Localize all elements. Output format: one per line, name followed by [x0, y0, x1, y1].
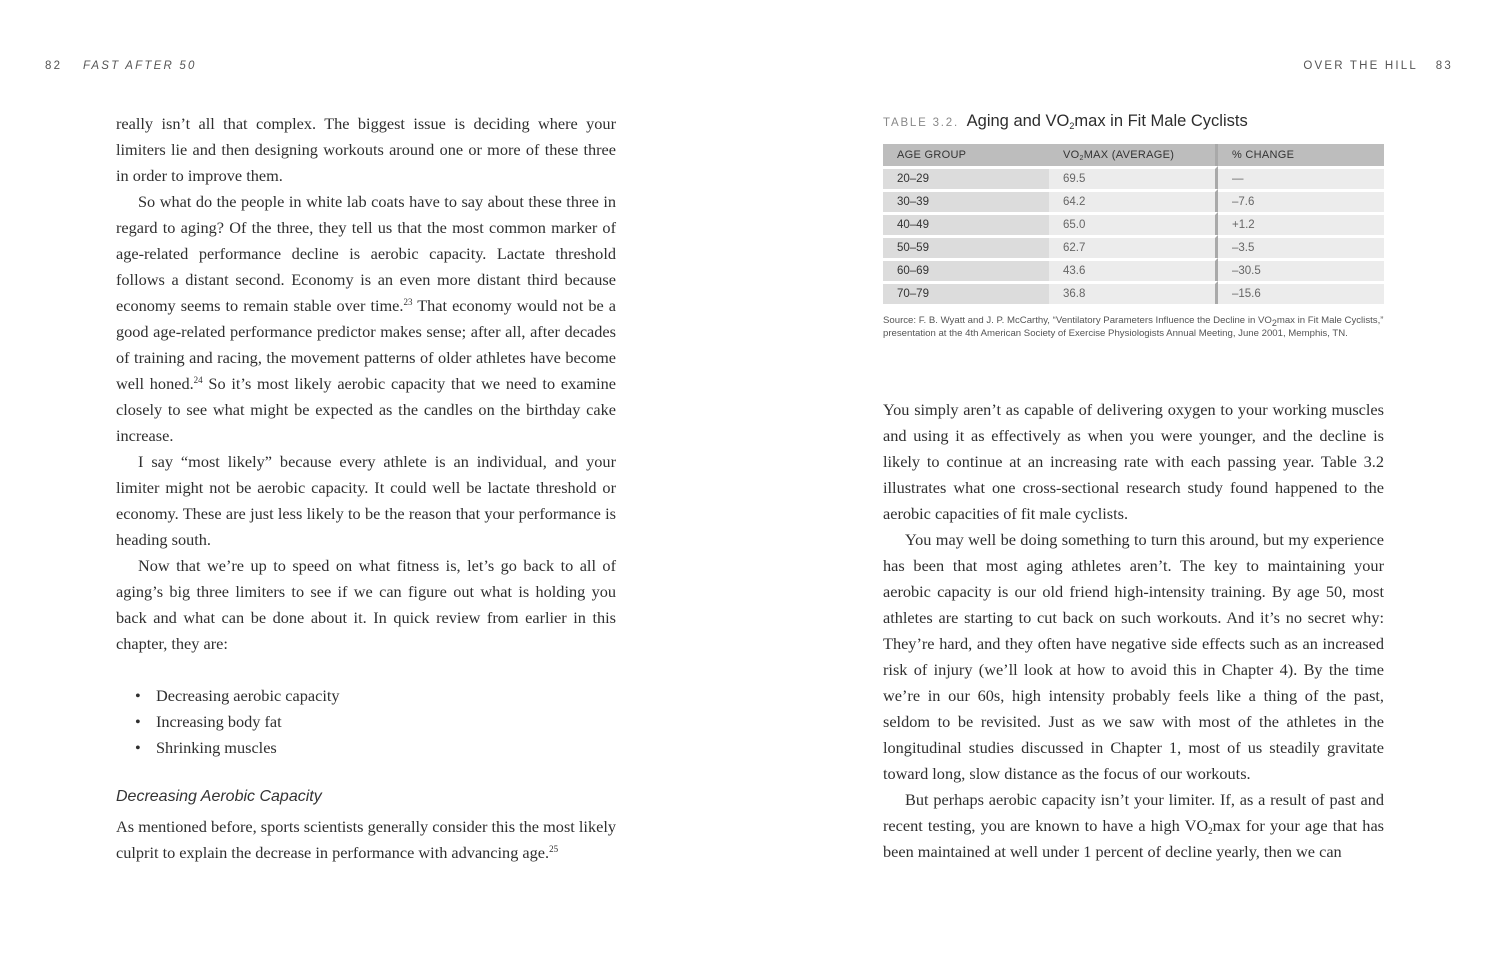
- table-caption: [883, 112, 1384, 131]
- right-page: [750, 0, 1500, 964]
- cell-age: 50–59: [883, 235, 1049, 258]
- paragraph: You simply aren’t as capable of delivering oxygen to your working muscles and using it as effectively as when you were younger, and the decline is likely to continue at an increasing rate with each passing year. Table 3.2 illustrates what one cross-sectional research study found happened to the aerobic capacities of fit male cyclists.: [883, 400, 1384, 523]
- header-percent-change: % CHANGE: [1218, 144, 1384, 166]
- cell-vo2max: 36.8: [1049, 281, 1218, 304]
- cell-vo2max: 43.6: [1049, 258, 1218, 281]
- paragraph: But perhaps aerobic capacity isn’t your limiter. If, as a result of past and recent testing, you are known to have a high $VO_2\max$ for your age that has been maintained at well under 1 percent of decline yearly, then we can: [883, 790, 1385, 861]
- cell-age: 70–79: [883, 281, 1049, 304]
- section-heading: Decreasing Aerobic Capacity: [116, 788, 322, 805]
- cell-age: 40–49: [883, 212, 1049, 235]
- table-row: [883, 189, 1384, 212]
- table-row: [883, 212, 1384, 235]
- footnote-ref: 24: [193, 375, 203, 385]
- table-row: [883, 258, 1384, 281]
- cell-vo2max: 64.2: [1049, 189, 1218, 212]
- cell-age: 30–39: [883, 189, 1049, 212]
- list-item: • Decreasing aerobic capacity: [116, 683, 616, 709]
- bullet-list: [116, 683, 616, 761]
- page-number: 82: [45, 60, 63, 72]
- footnote-ref: 23: [403, 297, 413, 307]
- paragraph: really isn’t all that complex. The biggest issue is deciding where your limiters lie and then designing workouts around one or more of these three in order to improve them.: [116, 114, 616, 185]
- table-figure: [883, 112, 1384, 340]
- paragraph: As mentioned before, sports scientists generally consider this the most likely culprit to explain the decrease in performance with advancing age.$^{25}$: [116, 817, 616, 862]
- cell-change: –15.6: [1218, 281, 1384, 304]
- table-source-note: Source: F. B. Wyatt and J. P. McCarthy, “Ventilatory Parameters Influence the Decline in $VO_2\max$ in Fit Male Cyclists,” presentation at the 4th American Society of Exercise Physiologists Annual Meeting, June 2001, Memphis, TN.: [883, 315, 1384, 339]
- footnote-ref: 25: [549, 844, 559, 854]
- table-row: [883, 281, 1384, 304]
- table-row: [883, 166, 1384, 189]
- header-age-group: AGE GROUP: [883, 144, 1049, 166]
- cell-vo2max: 69.5: [1049, 166, 1218, 189]
- cell-age: 60–69: [883, 258, 1049, 281]
- list-item: • Shrinking muscles: [116, 735, 616, 761]
- cell-change: –3.5: [1218, 235, 1384, 258]
- running-title: OVER THE HILL: [1303, 60, 1418, 72]
- body-text: [883, 397, 1384, 865]
- cell-change: +1.2: [1218, 212, 1384, 235]
- bullet-icon: •: [135, 686, 141, 705]
- paragraph: Now that we’re up to speed on what fitness is, let’s go back to all of aging’s big three limiters to see if we can figure out what is holding you back and what can be done about it. In quick review from earlier in this chapter, they are:: [116, 556, 616, 653]
- cell-change: –7.6: [1218, 189, 1384, 212]
- table-label: TABLE 3.2.: [883, 117, 959, 129]
- vo2max-table: [883, 144, 1384, 304]
- bullet-icon: •: [135, 712, 141, 731]
- header-vo2max: $VO_2MAX$ (AVERAGE): [1049, 144, 1218, 166]
- paragraph: So what do the people in white lab coats have to say about these three in regard to aging? Of the three, they tell us that the most common marker of age-related performance decline is aerobic capacity. Lactate threshold follows a distant second. Economy is an even more distant third because economy seems to remain stable over time.$^{23}$ That economy would not be a good age-related performance predictor makes sense; after all, after decades of training and racing, the movement patterns of older athletes have become well honed.$^{24}$ So it’s most likely aerobic capacity that we need to examine closely to see what might be expected as the candles on the birthday cake increase.: [116, 192, 617, 445]
- table-title: Aging and $VO_2\max$ in Fit Male Cyclists: [966, 112, 1248, 131]
- body-text: [116, 111, 616, 866]
- paragraph: You may well be doing something to turn this around, but my experience has been that most aging athletes aren’t. The key to maintaining your aerobic capacity is our old friend high-intensity training. By age 50, most athletes are starting to cut back on such workouts. And it’s no secret why: They’re hard, and they often have negative side effects such as an increased risk of injury (we’ll look at how to avoid this in Chapter 4). By the time we’re in our 60s, high intensity probably feels like a thing of the past, seldom to be revisited. Just as we saw with most of the athletes in the longitudinal studies discussed in Chapter 1, most of us steadily gravitate toward long, slow distance as the focus of our workouts.: [883, 530, 1384, 783]
- cell-vo2max: 62.7: [1049, 235, 1218, 258]
- cell-vo2max: 65.0: [1049, 212, 1218, 235]
- page-number: 83: [1435, 60, 1453, 72]
- running-title: FAST AFTER 50: [83, 60, 197, 72]
- table-header-row: [883, 144, 1384, 166]
- cell-age: 20–29: [883, 166, 1049, 189]
- list-item: • Increasing body fat: [116, 709, 616, 735]
- paragraph: I say “most likely” because every athlete is an individual, and your limiter might not be aerobic capacity. It could well be lactate threshold or economy. These are just less likely to be the reason that your performance is heading south.: [116, 452, 616, 549]
- bullet-icon: •: [135, 738, 141, 757]
- cell-change: —: [1218, 166, 1384, 189]
- table-row: [883, 235, 1384, 258]
- cell-change: –30.5: [1218, 258, 1384, 281]
